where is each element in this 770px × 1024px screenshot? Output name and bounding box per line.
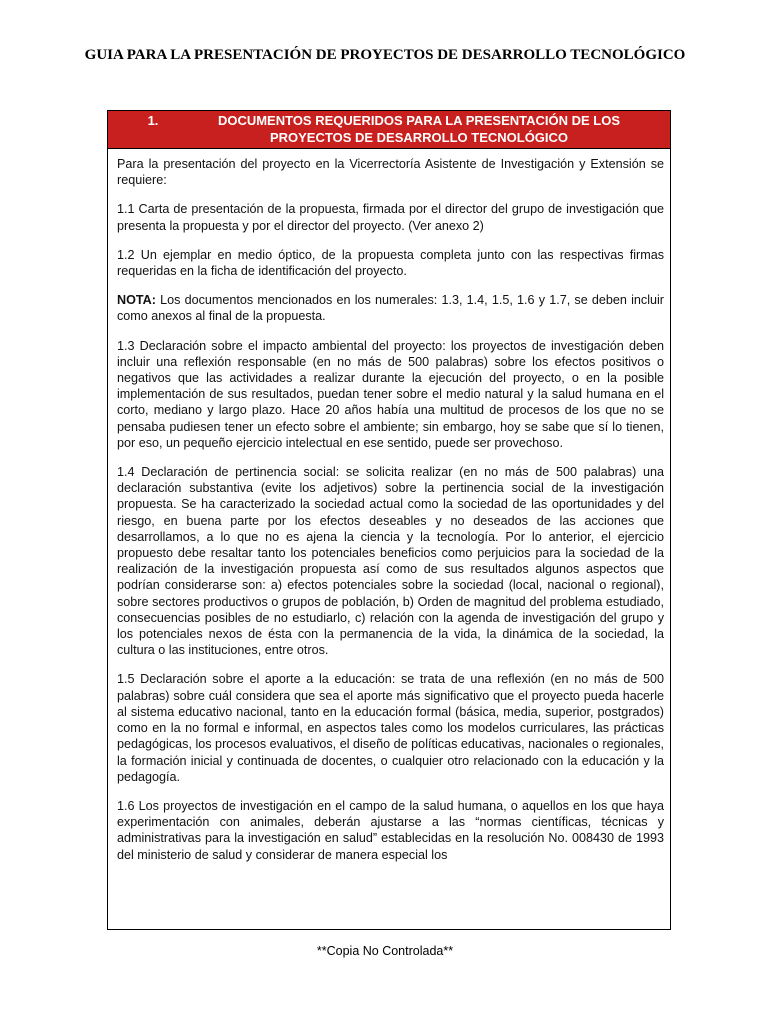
item-1-1-paragraph: 1.1 Carta de presentación de la propuesta, firmada por el director del grupo de investigación que presenta la propuesta y por el director del proyecto. (Ver anexo 2)	[117, 202, 664, 233]
section-heading: DOCUMENTOS REQUERIDOS PARA LA PRESENTACIÓN DE LOS PROYECTOS DE DESARROLLO TECNOLÓGICO	[217, 113, 621, 145]
item-1-2-paragraph: 1.2 Un ejemplar en medio óptico, de la propuesta completa junto con las respectivas firmas requeridas en la ficha de identificación del proyecto.	[117, 247, 664, 279]
item-1-5-paragraph: 1.5 Declaración sobre el aporte a la educación: se trata de una reflexión (en no más de 500 palabras) sobre cuál considera que sea el aporte más significativo que el proyecto pueda hacerle al sistema educativo nacional, tanto en la educación formal (básica, media, superior, postgrados) como en la no formal e informal, en aspectos tales como los modelos curriculares, las prácticas pedagógicas, los procesos evaluativos, el diseño de políticas educativas, nacionales o regionales, la formación inicial y continuada de docentes, o cualquier otro relacionado con la educación y la pedagogía.	[117, 672, 664, 784]
item-1-3-paragraph: 1.3 Declaración sobre el impacto ambiental del proyecto: los proyectos de investigación deben incluir una reflexión responsable (en no más de 500 palabras) sobre los efectos positivos o negativos que las actividades a realizar durante la ejecución del proyecto, o en la posible implementación de sus resultados, puedan tener sobre el medio natural y la salud humana en el corto, mediano y largo plazo. Hace 20 años había una multitud de procesos de los que no se pensaba pudiesen tener un efecto sobre el ambiente; sin embargo, hoy se sabe que sí lo tienen, por eso, un pequeño ejercicio intelectual en ese sentido, puede ser provechoso.	[117, 338, 664, 450]
note-text: Los documentos mencionados en los numerales: 1.3, 1.4, 1.5, 1.6 y 1.7, se deben incluir como anexos al final de la propuesta.	[117, 293, 664, 324]
item-1-6-paragraph: 1.6 Los proyectos de investigación en el campo de la salud humana, o aquellos en los que haya experimentación con animales, deberán ajustarse a las “normas científicas, técnicas y administrativas para la investigación en salud” establecidas en la resolución No. 008430 de 1993 del ministerio de salud y considerar de manera especial los	[117, 798, 664, 862]
section-header	[108, 111, 670, 149]
section-content	[108, 149, 670, 863]
note-paragraph	[117, 292, 664, 324]
section-box	[107, 110, 671, 930]
note-label: NOTA:	[117, 293, 156, 308]
footer-note: **Copia No Controlada**	[316, 944, 454, 958]
section-number: 1.	[147, 113, 159, 128]
intro-paragraph: Para la presentación del proyecto en la Vicerrectoría Asistente de Investigación y Extensión se requiere:	[117, 157, 664, 188]
item-1-4-paragraph: 1.4 Declaración de pertinencia social: se solicita realizar (en no más de 500 palabras) una declaración substantiva (evite los adjetivos) sobre la pertinencia social de la investigación propuesta. Se ha caracterizado la sociedad actual como la sociedad de las oportunidades y del riesgo, en buena parte por los efectos deseables y no deseados de las acciones que desarrollamos, a lo que no es ajena la ciencia y la tecnología. Por lo anterior, el ejercicio propuesto debe resaltar tanto los potenciales beneficios como perjuicios para la sociedad de la realización de la investigación propuesta así como de sus resultados algunos aspectos que podrían considerarse son: a) efectos potenciales sobre la sociedad (local, nacional o regional), sobre sectores productivos o grupos de población, b) Orden de magnitud del problema estudiado, consecuencias posibles de no estudiarlo, c) relación con la agenda de investigación del grupo y los potenciales nexos de ésta con la permanencia de la vida, la dinámica de la sociedad, la cultura o las instituciones, entre otros.	[117, 465, 664, 658]
page-title: GUIA PARA LA PRESENTACIÓN DE PROYECTOS DE DESARROLLO TECNOLÓGICO	[84, 47, 686, 63]
